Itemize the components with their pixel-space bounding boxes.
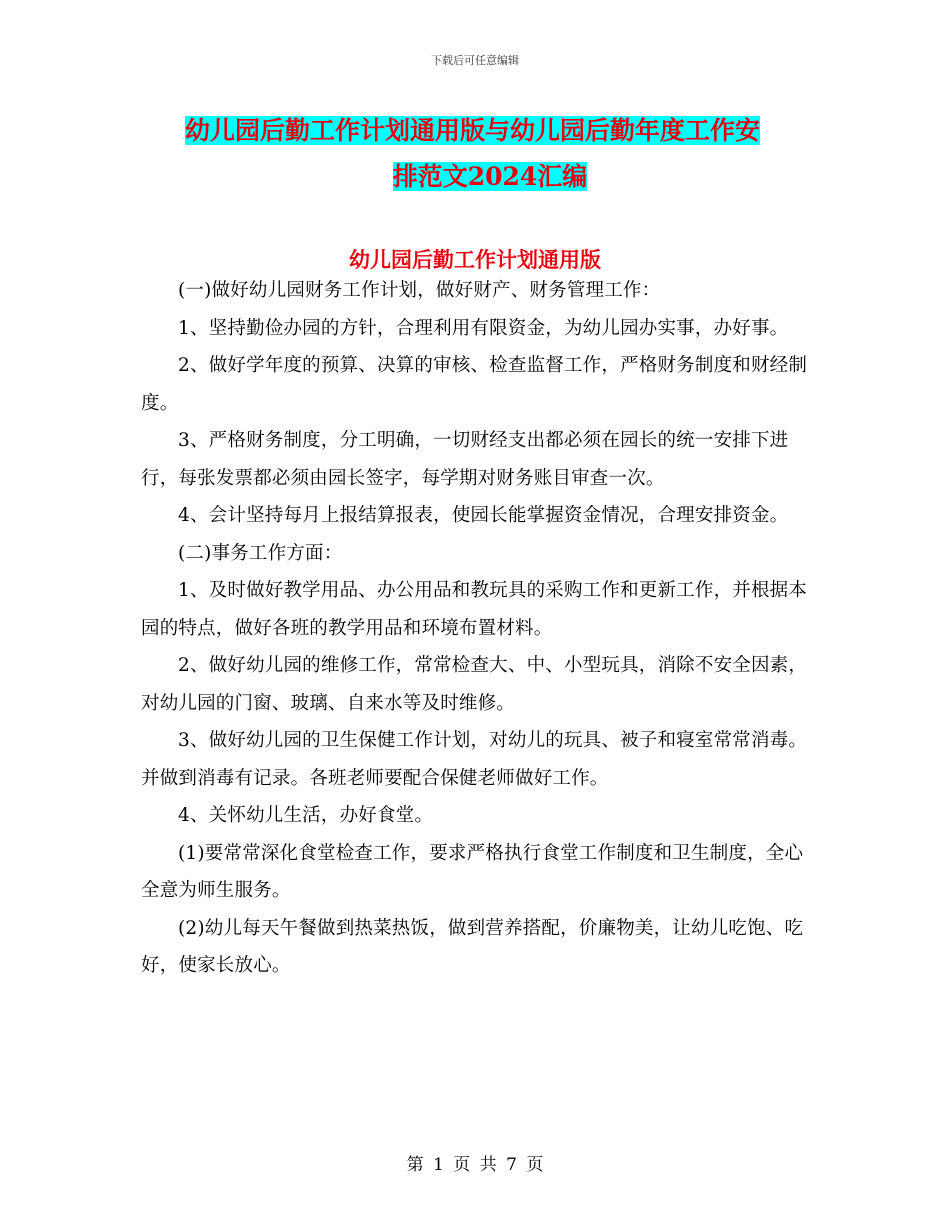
- title-highlight-2: 排范文2024汇编: [392, 162, 588, 191]
- document-body: [141, 272, 811, 985]
- paragraph: 3、做好幼儿园的卫生保健工作计划，对幼儿的玩具、被子和寝室常常消毒。并做到消毒有记录。各班老师要配合保健老师做好工作。: [141, 730, 808, 789]
- paragraph: 4、会计坚持每月上报结算报表，使园长能掌握资金情况，合理安排资金。: [178, 505, 789, 526]
- document-title-line-2: [185, 154, 815, 200]
- paragraph: (二)事务工作方面：: [178, 542, 343, 564]
- header-note: 下载后可任意编辑: [431, 54, 519, 67]
- document-title: [185, 108, 815, 200]
- paragraph: (1)要常常深化食堂检查工作，要求严格执行食堂工作制度和卫生制度，全心全意为师生服务。: [141, 842, 804, 901]
- document-title-line-1: [185, 108, 815, 154]
- paragraph: 2、做好学年度的预算、决算的审核、检查监督工作，严格财务制度和财经制度。: [141, 355, 808, 414]
- paragraph: 4、关怀幼儿生活，办好食堂。: [178, 805, 434, 826]
- paragraph: 3、严格财务制度，分工明确，一切财经支出都必须在园长的统一安排下进行，每张发票都必须由园长签字，每学期对财务账目审查一次。: [141, 430, 789, 489]
- paragraph: 1、及时做好教学用品、办公用品和教玩具的采购工作和更新工作，并根据本园的特点，做好各班的教学用品和环境布置材料。: [141, 580, 808, 639]
- page-number: 第 1 页 共 7 页: [406, 1155, 544, 1175]
- section-title: 幼儿园后勤工作计划通用版: [349, 247, 601, 272]
- paragraph: (一)做好幼儿园财务工作计划，做好财产、财务管理工作：: [178, 280, 661, 301]
- paragraph: 2、做好幼儿园的维修工作，常常检查大、中、小型玩具，消除不安全因素，对幼儿园的门窗、玻璃、自来水等及时维修。: [141, 655, 808, 714]
- paragraph: 1、坚持勤俭办园的方针，合理利用有限资金，为幼儿园办实事，办好事。: [178, 317, 789, 339]
- title-highlight-1: 幼儿园后勤工作计划通用版与幼儿园后勤年度工作安: [185, 116, 761, 145]
- paragraph: (2)幼儿每天午餐做到热菜热饭，做到营养搭配，价廉物美，让幼儿吃饱、吃好，使家长放心。: [141, 917, 804, 976]
